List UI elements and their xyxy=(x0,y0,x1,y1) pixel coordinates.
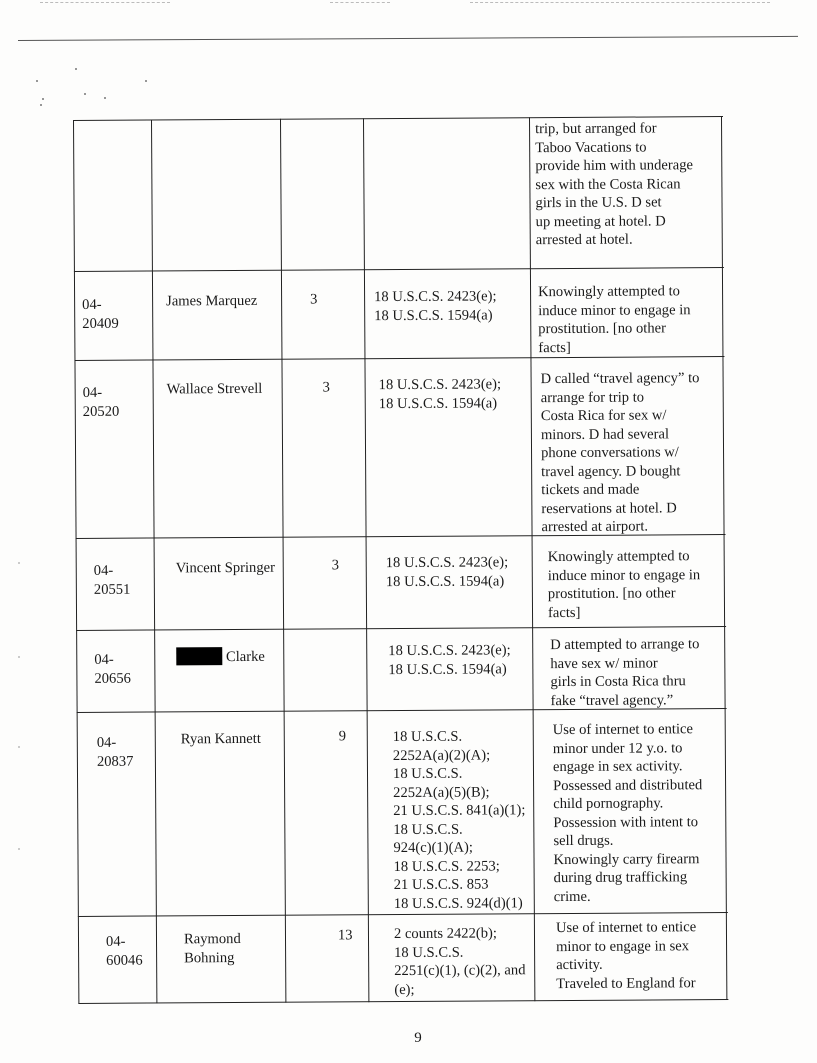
facts-cell: Use of internet to entice minor under 12 y.o. to engage in sex activity. Possessed and distributed child pornography. Possession with intent to sell drugs. Knowingly carry firearm during drug trafficking crime. xyxy=(552,721,703,905)
facts-cell: Use of internet to entice minor to engage in sex activity. Traveled to England for xyxy=(555,919,697,992)
scan-speck xyxy=(18,562,20,564)
table-border xyxy=(78,999,728,1004)
row-divider xyxy=(74,267,724,272)
case-number-cell: 04- 20409 xyxy=(82,296,119,332)
scan-speck xyxy=(18,848,20,850)
defendant-cell: Ryan Kannett xyxy=(180,730,261,748)
defendant-cell: Raymond Bohning xyxy=(183,930,241,966)
facts-cell: trip, but arranged for Taboo Vacations to provide him with underage sex with the Costa Rican girls in the U.S. D set up meeting at hotel. D arrested at hotel. xyxy=(535,120,693,249)
case-table xyxy=(73,116,728,1004)
defendant-name: Clarke xyxy=(225,648,265,666)
statutes-cell: 18 U.S.C.S. 2423(e); 18 U.S.C.S. 1594(a) xyxy=(374,288,497,324)
row-divider xyxy=(74,356,724,361)
months-cell: 13 xyxy=(337,927,353,944)
scan-speck xyxy=(18,656,20,658)
page-number: 9 xyxy=(414,1030,422,1046)
defendant-cell: Wallace Strevell xyxy=(166,380,263,398)
scan-speck xyxy=(84,93,86,95)
statutes-cell: 18 U.S.C.S. 2423(e); 18 U.S.C.S. 1594(a) xyxy=(378,376,502,412)
scan-speck xyxy=(75,68,77,70)
facts-cell: Knowingly attempted to induce minor to engage in prostitution. [no other facts] xyxy=(547,548,701,621)
case-number-cell: 04- 20520 xyxy=(82,384,120,420)
scan-artifact xyxy=(470,2,770,3)
statutes-cell: 2 counts 2422(b); 18 U.S.C.S. 2251(c)(1), (c)(2), and (e); xyxy=(393,925,526,998)
table-border xyxy=(73,120,79,1004)
row-divider xyxy=(76,626,726,631)
case-number-cell: 04- 20551 xyxy=(93,562,131,598)
statutes-cell: 18 U.S.C.S. 2423(e); 18 U.S.C.S. 1594(a) xyxy=(385,554,509,590)
statutes-cell: 18 U.S.C.S. 2252A(a)(2)(A); 18 U.S.C.S. 2252A(a)(5)(B); 21 U.S.C.S. 841(a)(1); 18 U.S.C.S. 924(c)(1)(A); 18 U.S.C.S. 2253; 21 U.S.C.S. 853 18 U.S.C.S. 924(d)(1) xyxy=(392,728,526,912)
case-number-cell: 04- 60046 xyxy=(105,933,143,969)
case-number-cell: 04- 20656 xyxy=(94,651,131,687)
scan-speck xyxy=(42,98,44,100)
case-number-cell: 04- 20837 xyxy=(96,734,134,770)
defendant-cell: Vincent Springer xyxy=(175,559,276,577)
facts-cell: D attempted to arrange to have sex w/ minor girls in Costa Rica thru fake “travel agency.” xyxy=(550,636,700,709)
facts-cell: Knowingly attempted to induce minor to engage in prostitution. [no other facts] xyxy=(538,283,691,356)
months-cell: 3 xyxy=(331,557,340,574)
column-divider xyxy=(363,118,369,1002)
scan-speck xyxy=(36,80,38,82)
scan-speck xyxy=(145,80,147,82)
scan-speck xyxy=(18,746,20,748)
redaction-bar xyxy=(176,647,222,665)
scan-artifact xyxy=(330,2,390,3)
header-rule xyxy=(18,36,798,41)
scan-artifact xyxy=(40,2,170,3)
defendant-cell: James Marquez xyxy=(166,292,258,310)
facts-cell: D called “travel agency” to arrange for trip to Costa Rica for sex w/ minors. D had several phone conversations w/ travel agency. D bought tickets and made reservations at hotel. D arrested at airport. xyxy=(540,370,700,536)
scan-speck xyxy=(40,104,42,106)
months-cell: 3 xyxy=(322,379,330,396)
months-cell: 9 xyxy=(338,728,347,745)
scan-speck xyxy=(104,97,106,99)
defendant-cell xyxy=(176,647,286,667)
months-cell: 3 xyxy=(310,291,318,308)
statutes-cell: 18 U.S.C.S. 2423(e); 18 U.S.C.S. 1594(a) xyxy=(388,642,511,678)
